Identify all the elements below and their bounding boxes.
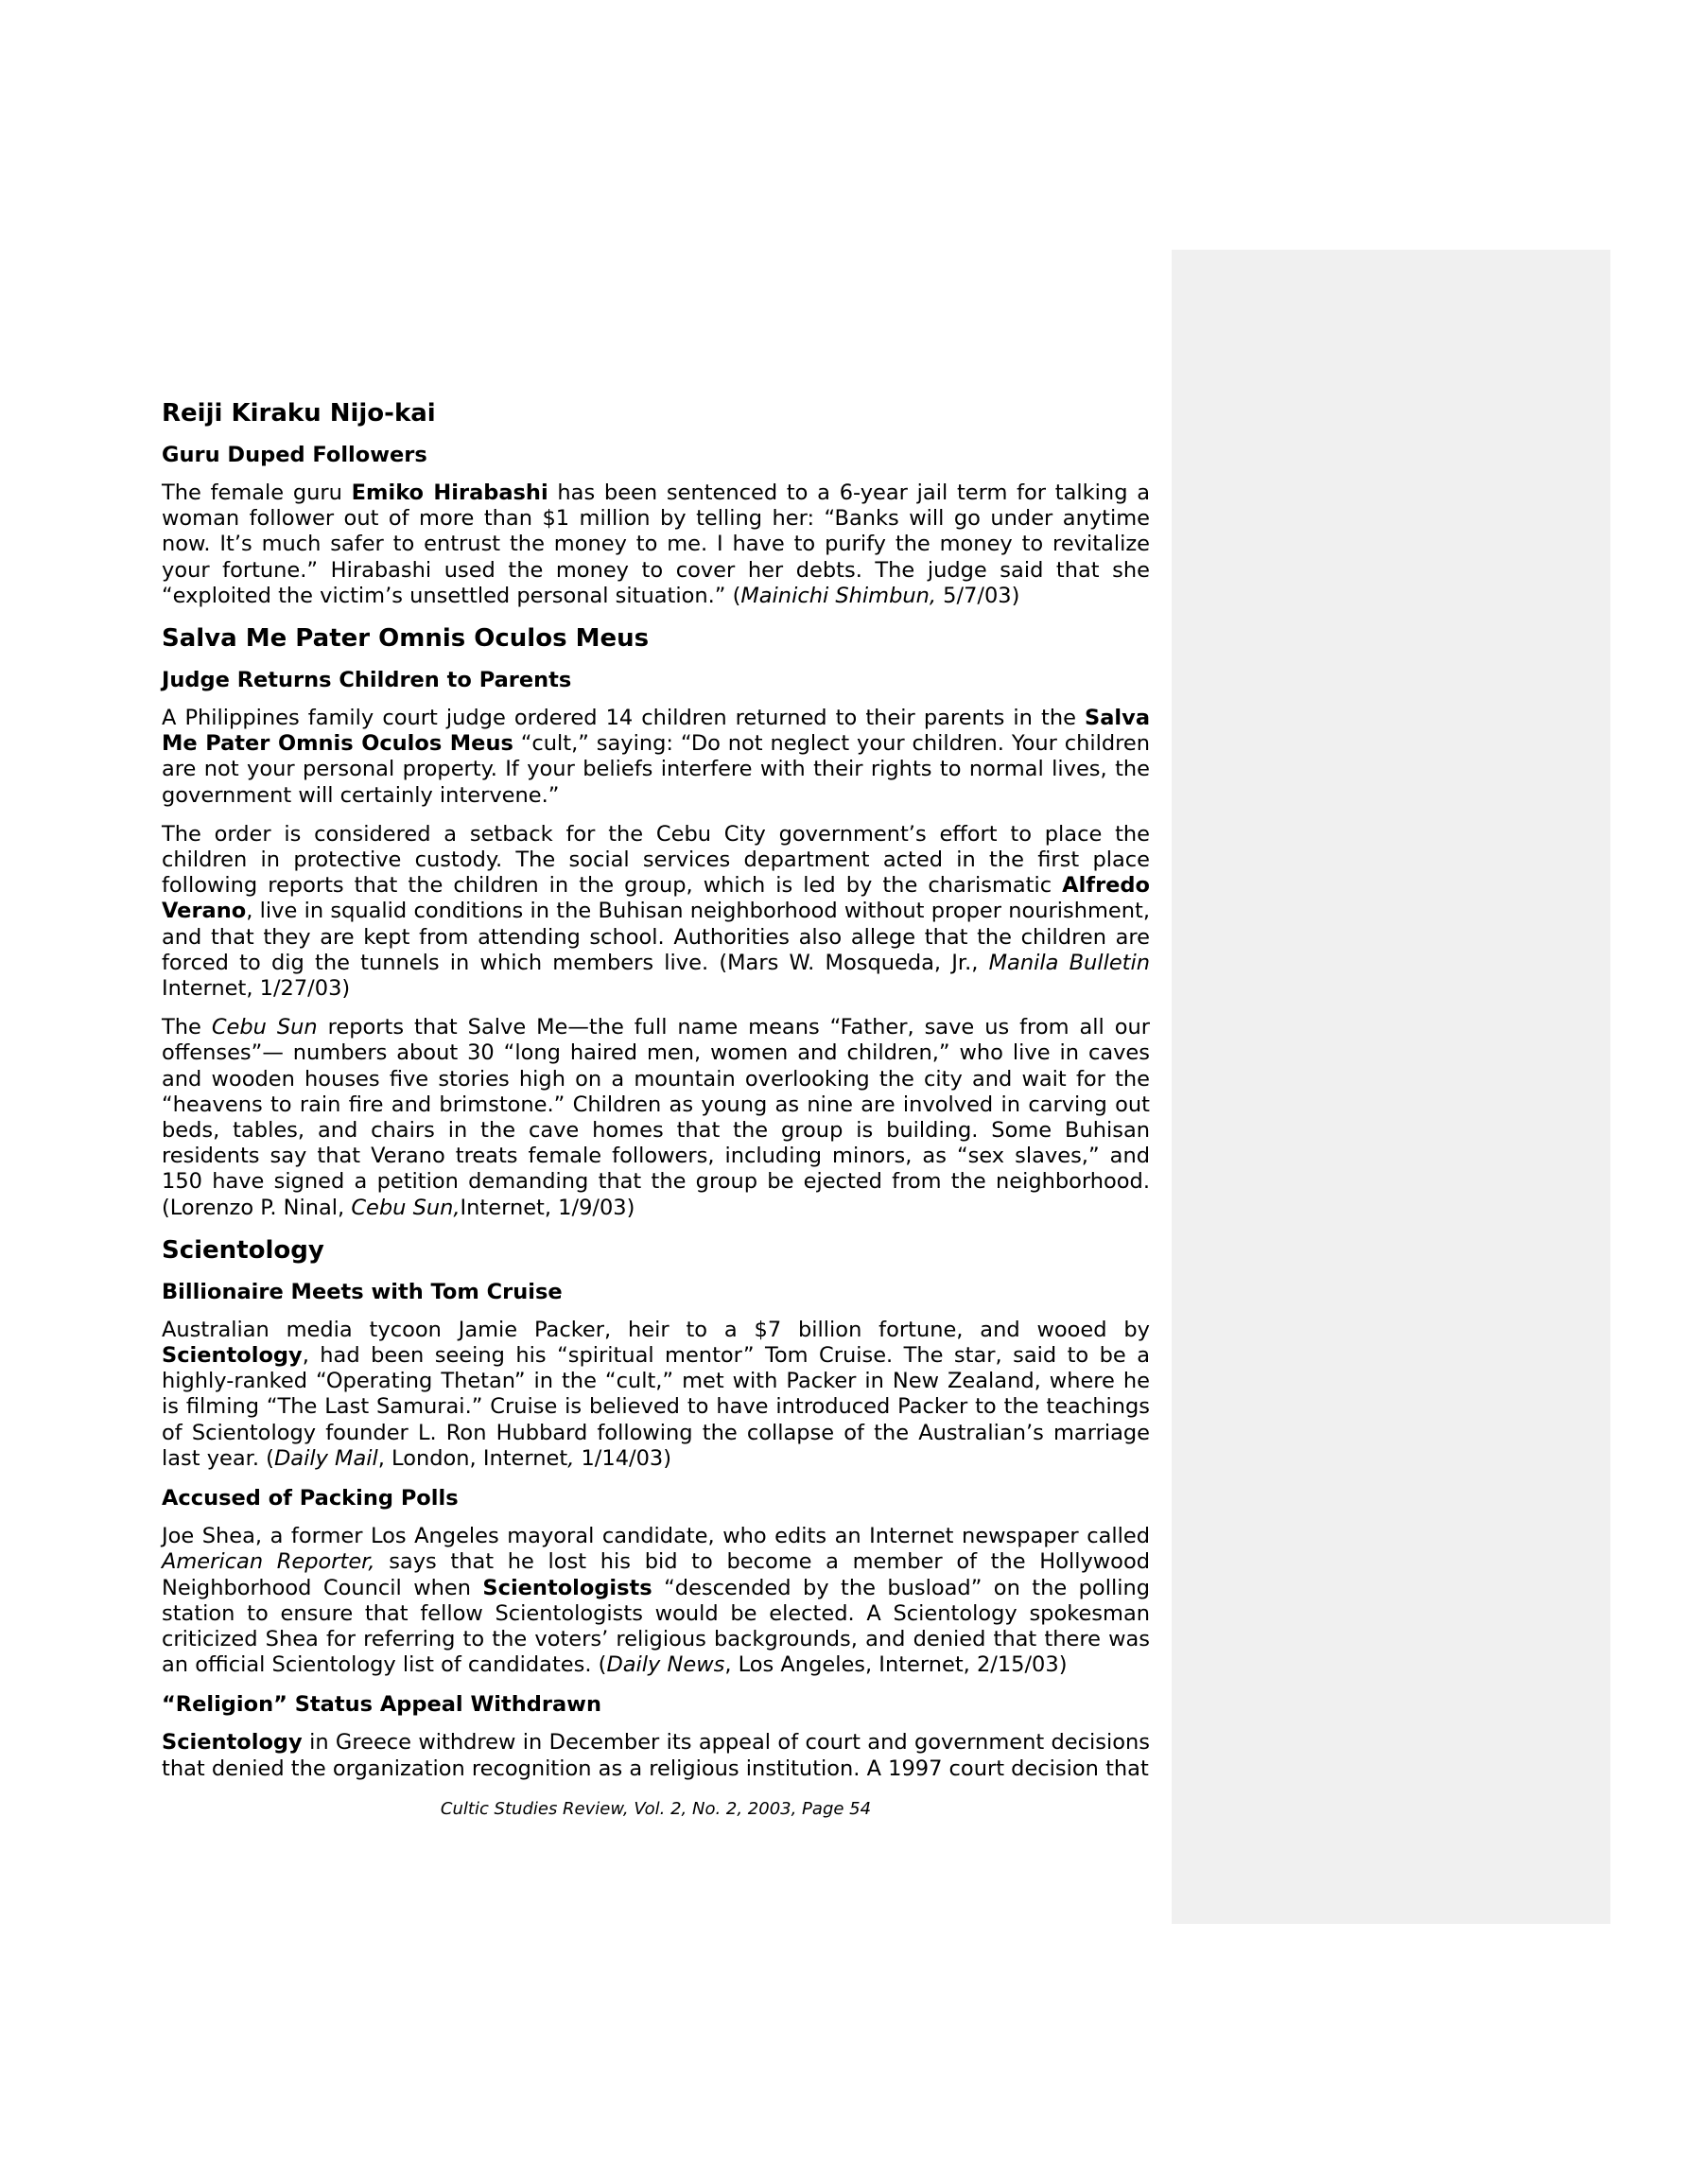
article-title-guru-duped: Guru Duped Followers	[162, 443, 427, 467]
document-body	[162, 397, 1150, 1795]
paragraph-hirabashi: The female guru Emiko Hirabashi has been sentenced to a 6-year jail term for talking a woman follower out of more than $1 million by telling her: “Banks will go under anytime now. It’s much safer to entrust the money to me. I have to purify the money to revitalize your fortune.” Hirabashi used the money to cover her debts. The judge said that she “exploited the victim’s unsettled personal situation.” (Mainichi Shimbun, 5/7/03)	[162, 480, 1150, 608]
paragraph-packer: Australian media tycoon Jamie Packer, heir to a $7 billion fortune, and wooed by Scientology, had been seeing his “spiritual mentor” Tom Cruise. The star, said to be a highly-ranked “Operating Thetan” in the “cult,” met with Packer in New Zealand, where he is filming “The Last Samurai.” Cruise is believed to have introduced Packer to the teachings of Scientology founder L. Ron Hubbard following the collapse of the Australian’s marriage last year. (Daily Mail, London, Internet, 1/14/03)	[162, 1317, 1150, 1471]
article-title-judge-returns: Judge Returns Children to Parents	[162, 668, 572, 693]
paragraph-cebu-sun: The Cebu Sun reports that Salve Me—the full name means “Father, save us from all our offenses”— numbers about 30 “long haired men, women and children,” who live in caves and wooden houses five stories high on a mountain overlooking the city and wait for the “heavens to rain fire and brimstone.” Children as young as nine are involved in carving out beds, tables, and chairs in the cave homes that the group is building. Some Buhisan residents say that Verano treats female followers, including minors, as “sex slaves,” and 150 have signed a petition demanding that the group be ejected from the neighborhood. (Lorenzo P. Ninal, Cebu Sun,Internet, 1/9/03)	[162, 1015, 1150, 1220]
article-title-billionaire: Billionaire Meets with Tom Cruise	[162, 1279, 563, 1304]
paragraph-joe-shea: Joe Shea, a former Los Angeles mayoral candidate, who edits an Internet newspaper called American Reporter, says that he lost his bid to become a member of the Hollywood Neighborhood Council when Scientologists “descended by the busload” on the polling station to ensure that fellow Scientologists would be elected. A Scientology spokesman criticized Shea for referring to the voters’ religious backgrounds, and denied that there was an official Scientology list of candidates. (Daily News, Los Angeles, Internet, 2/15/03)	[162, 1524, 1150, 1678]
section-heading-scientology: Scientology	[162, 1235, 324, 1265]
paragraph-cebu-setback: The order is considered a setback for the Cebu City government’s effort to place the children in protective custody. The social services department acted in the first place following reports that the children in the group, which is led by the charismatic Alfredo Verano, live in squalid conditions in the Buhisan neighborhood without proper nourishment, and that they are kept from attending school. Authorities also allege that the children are forced to dig the tunnels in which members live. (Mars W. Mosqueda, Jr., Manila Bulletin Internet, 1/27/03)	[162, 821, 1150, 1002]
paragraph-greece: Scientology in Greece withdrew in December its appeal of court and government decisions that denied the organization recognition as a religious institution. A 1997 court decision that	[162, 1730, 1150, 1781]
article-title-religion-status: “Religion” Status Appeal Withdrawn	[162, 1692, 601, 1718]
section-heading-reiji-kiraku: Reiji Kiraku Nijo-kai	[162, 399, 436, 428]
section-heading-salva-me: Salva Me Pater Omnis Oculos Meus	[162, 624, 650, 654]
article-title-packing-polls: Accused of Packing Polls	[162, 1486, 459, 1511]
page-footer: Cultic Studies Review, Vol. 2, No. 2, 2003, Page 54	[440, 1799, 872, 1819]
comment-margin-pane	[1172, 250, 1610, 1924]
paragraph-judge-order: A Philippines family court judge ordered 14 children returned to their parents in the Salva Me Pater Omnis Oculos Meus “cult,” saying: “Do not neglect your children. Your children are not your personal property. If your beliefs interfere with their rights to normal lives, the government will certainly intervene.”	[162, 706, 1150, 808]
